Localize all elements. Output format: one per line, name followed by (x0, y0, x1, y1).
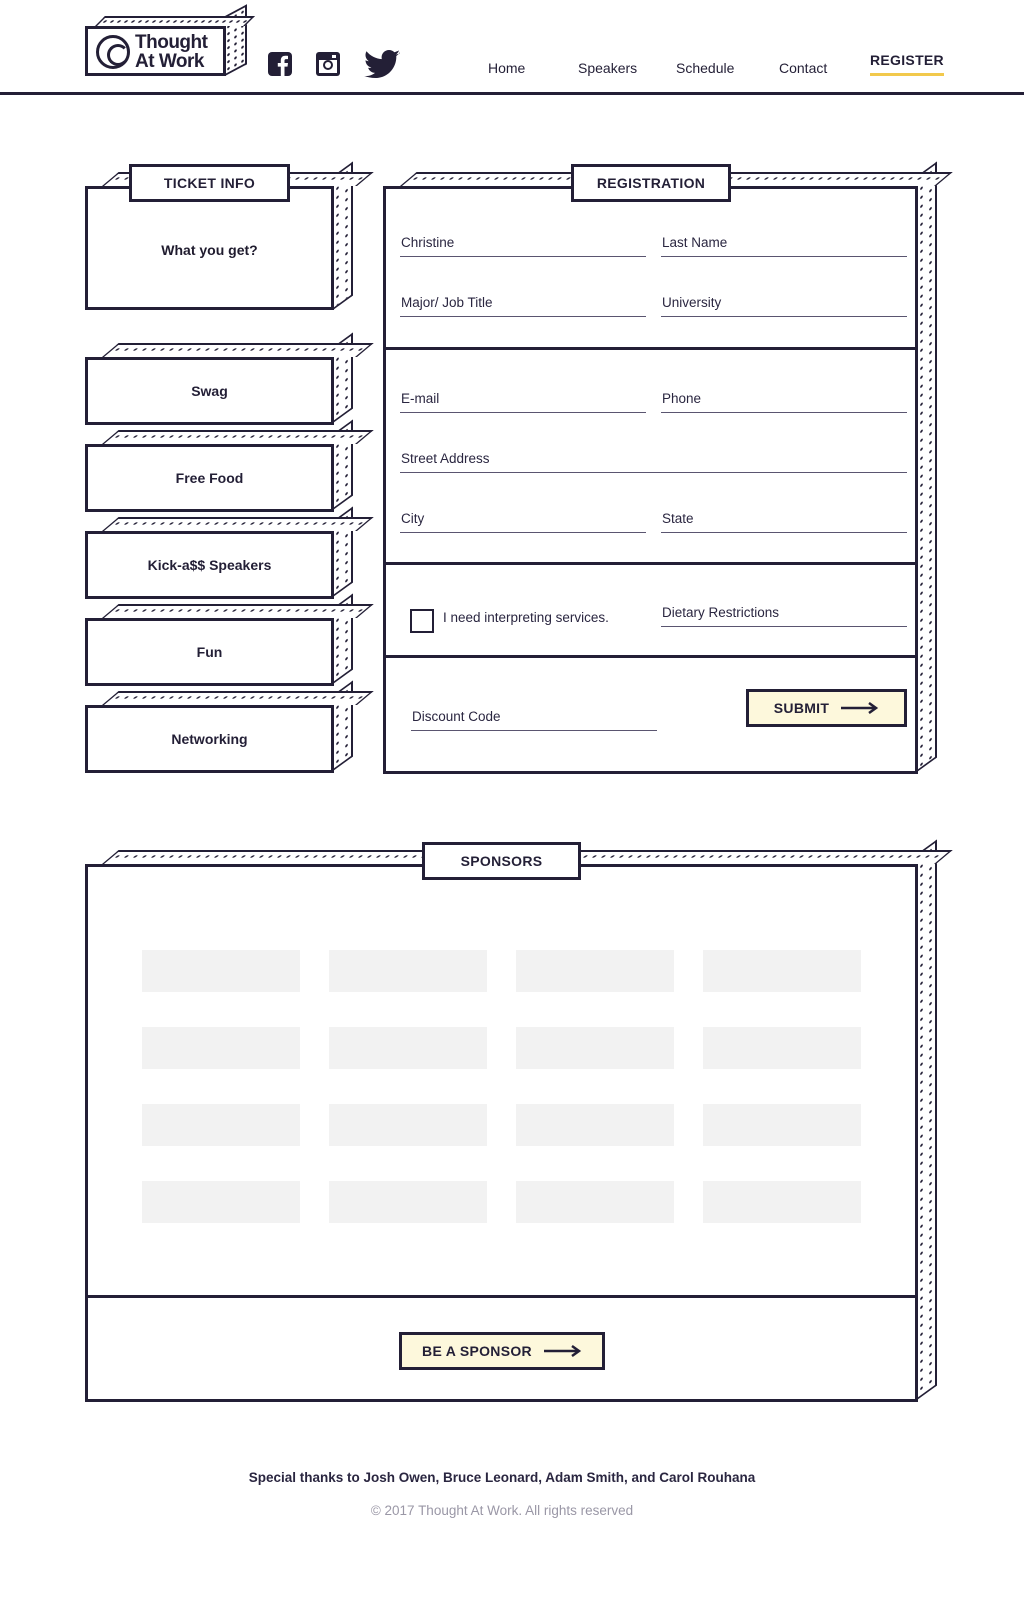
sponsor-logo-slot (703, 1181, 861, 1223)
sponsors-title: SPONSORS (422, 842, 581, 880)
city-input[interactable] (400, 505, 646, 531)
footer-thanks: Special thanks to Josh Owen, Bruce Leonard, Adam Smith, and Carol Rouhana (248, 1470, 756, 1485)
university-input[interactable] (661, 289, 907, 315)
sponsor-logo-slot (516, 950, 674, 992)
registration-box (383, 172, 939, 774)
major-input[interactable] (400, 289, 646, 315)
email-field[interactable] (400, 385, 646, 413)
footer-copyright: © 2017 Thought At Work. All rights reserved (370, 1503, 634, 1518)
at-sign-icon (96, 35, 130, 69)
sponsor-logo-slot (703, 1027, 861, 1069)
sponsor-logo-slot (516, 1027, 674, 1069)
sponsors-side (917, 839, 937, 1400)
street-address-input[interactable] (400, 445, 907, 471)
sponsor-logo-slot (703, 950, 861, 992)
ticket-info-subtitle: What you get? (161, 242, 258, 258)
ticket-item-label: Networking (85, 705, 334, 773)
ticket-info-box (85, 172, 360, 312)
form-divider (386, 655, 915, 658)
site-header (0, 0, 1024, 95)
sponsor-logo-slot (142, 1027, 300, 1069)
arrow-right-icon (841, 702, 879, 714)
arrow-right-icon (544, 1345, 582, 1357)
logo-front-face (85, 26, 226, 76)
ticket-item-label: Fun (85, 618, 334, 686)
discount-code-input[interactable] (411, 703, 657, 729)
first-name-field[interactable] (400, 229, 646, 257)
dietary-input[interactable] (661, 599, 907, 625)
nav-home[interactable]: Home (488, 60, 526, 76)
box-top (102, 517, 374, 531)
twitter-icon[interactable] (364, 50, 400, 78)
city-field[interactable] (400, 505, 646, 533)
be-a-sponsor-button[interactable] (399, 1332, 605, 1370)
major-field[interactable] (400, 289, 646, 317)
dietary-field[interactable] (661, 599, 907, 627)
registration-title: REGISTRATION (571, 164, 731, 202)
nav-speakers[interactable]: Speakers (578, 60, 638, 76)
box-top (102, 430, 374, 444)
email-input[interactable] (400, 385, 646, 411)
logo-top-face (95, 16, 255, 26)
first-name-input[interactable] (400, 229, 646, 255)
street-address-field[interactable] (400, 445, 907, 473)
registration-side (917, 161, 937, 772)
phone-input[interactable] (661, 385, 907, 411)
box-top (102, 691, 374, 705)
last-name-field[interactable] (661, 229, 907, 257)
box-top (102, 343, 374, 357)
submit-button[interactable] (746, 689, 907, 727)
sponsor-logo-slot (142, 950, 300, 992)
sponsor-logo-slot (142, 1104, 300, 1146)
sponsors-divider (88, 1295, 915, 1298)
sponsors-panel (85, 864, 918, 1402)
sponsor-logo-slot (329, 1181, 487, 1223)
nav-contact[interactable]: Contact (779, 60, 828, 76)
sponsors-box (85, 850, 939, 1402)
nav-register[interactable]: REGISTER (870, 52, 944, 76)
box-top (102, 604, 374, 618)
ticket-item-label: Kick-a$$ Speakers (85, 531, 334, 599)
logo-line-1: Thought (135, 32, 208, 53)
ticket-item-networking (85, 691, 360, 773)
submit-label: SUBMIT (773, 700, 830, 716)
discount-code-field[interactable] (411, 703, 657, 731)
site-logo[interactable] (85, 16, 247, 78)
form-divider (386, 562, 915, 565)
sponsor-logo-slot (329, 950, 487, 992)
sponsor-logo-slot (703, 1104, 861, 1146)
facebook-icon[interactable] (268, 52, 292, 76)
ticket-item-label: Free Food (85, 444, 334, 512)
sponsor-logo-slot (516, 1181, 674, 1223)
sponsor-logo-slot (329, 1104, 487, 1146)
ticket-info-title: TICKET INFO (129, 164, 290, 202)
phone-field[interactable] (661, 385, 907, 413)
last-name-input[interactable] (661, 229, 907, 255)
ticket-item-swag (85, 343, 360, 425)
instagram-icon[interactable] (316, 52, 340, 76)
ticket-item-fun (85, 604, 360, 686)
sponsor-logo-slot (516, 1104, 674, 1146)
state-input[interactable] (661, 505, 907, 531)
be-a-sponsor-label: BE A SPONSOR (422, 1343, 532, 1359)
sponsor-logo-slot (142, 1181, 300, 1223)
ticket-info-front (85, 186, 334, 310)
logo-text (135, 33, 207, 71)
logo-line-2: At Work (135, 51, 204, 72)
interpreting-checkbox[interactable] (410, 609, 434, 633)
ticket-item-label: Swag (85, 357, 334, 425)
university-field[interactable] (661, 289, 907, 317)
form-divider (386, 347, 915, 350)
ticket-item-speakers (85, 517, 360, 599)
state-field[interactable] (661, 505, 907, 533)
ticket-item-free-food (85, 430, 360, 512)
interpreting-label: I need interpreting services. (443, 610, 609, 625)
nav-schedule[interactable]: Schedule (676, 60, 735, 76)
sponsor-logo-slot (329, 1027, 487, 1069)
registration-form (383, 186, 918, 774)
